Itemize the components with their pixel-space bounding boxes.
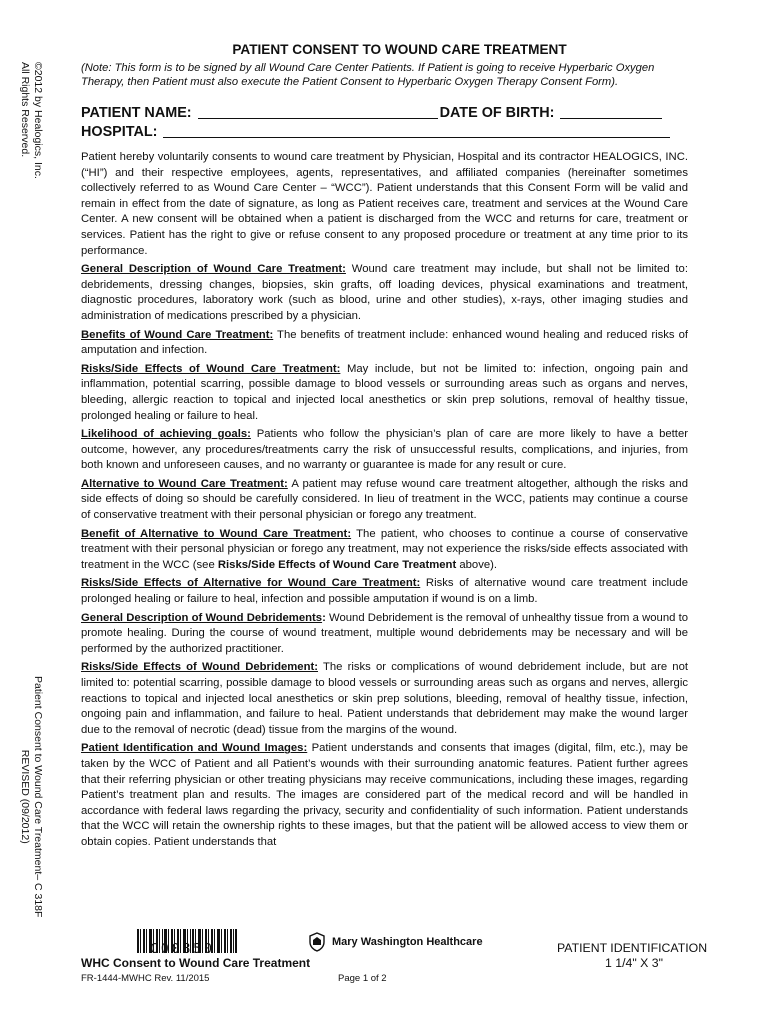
section-benefits <box>81 328 688 359</box>
section-text-end: above). <box>456 558 498 571</box>
intro-paragraph: Patient hereby voluntarily consents to wound care treatment by Physician, Hospital and its contractor HEALOGICS, INC. (“HI”) and their respective employees, agents, representatives, and affiliated companies (hereinafter sometimes collectively referred to as Wound Care Center – “WCC”). Patient understands that this Consent Form will be valid and remain in effect from the date of signature, as long as Patient receives care, treatment and services at the Wound Care Center. A new consent will be obtained when a patient is discharged from the WCC and returns for care, treatment or services. Patient has the right to give or refuse consent to any proposed procedure or treatment at any time prior to its performance. <box>81 151 688 257</box>
section-alternative <box>81 477 688 524</box>
dob-label: DATE OF BIRTH: <box>439 105 555 121</box>
document-body <box>81 42 688 851</box>
section-heading: Likelihood of achieving goals: <box>81 428 251 441</box>
form-title: WHC Consent to Wound Care Treatment <box>81 956 311 970</box>
section-text: Patients who follow the physician’s plan of care are more likely to have a better outcome, however, any procedures/treatments carry the risk of unsuccessful results, complications, and injuries, from both known and unforeseen causes, and no warranty or guarantee is made for any result or cure. <box>81 428 688 472</box>
section-heading: Benefits of Wound Care Treatment: <box>81 328 274 341</box>
section-general <box>81 262 688 324</box>
section-text: Wound care treatment may include, but shall not be limited to: debridements, dressing changes, biopsies, skin grafts, off loading devices, physical examinations and treatment, diagnostic procedures, laboratory work (such as blood, urine and other studies), x-rays, other imaging studies and administration of medications prescribed by a physician. <box>81 263 688 322</box>
section-text: Risks of alternative wound care treatment include prolonged healing or failure to heal, infection and possible amputation if wound is on a limb. <box>81 577 688 606</box>
patient-name-label: PATIENT NAME: <box>81 105 192 121</box>
hospital-row <box>81 124 688 140</box>
section-bold-reference: Risks/Side Effects of Wound Care Treatment <box>217 558 457 571</box>
dob-field[interactable] <box>560 105 662 119</box>
section-text: Wound Debridement is the removal of unhealthy tissue from a wound to promote healing. During the course of wound treatment, multiple wound debridements may be necessary and will be performed by the authorized practitioner. <box>81 611 689 655</box>
patient-name-row <box>81 105 688 121</box>
section-heading: Benefit of Alternative to Wound Care Treatment: <box>81 527 352 540</box>
patient-identification-label: PATIENT IDENTIFICATION <box>557 941 708 955</box>
form-id-notice <box>18 676 44 917</box>
section-heading: Risks/Side Effects of Alternative for Wound Care Treatment: <box>81 577 421 590</box>
hospital-field[interactable] <box>163 124 670 138</box>
section-debridements <box>81 611 688 658</box>
section-heading: Alternative to Wound Care Treatment: <box>81 477 288 490</box>
page-number: Page 1 of 2 <box>338 973 387 984</box>
form-note: (Note: This form is to be signed by all Wound Care Center Patients. If Patient is going to receive Hyperbaric Oxygen Therapy, then Patient must also execute the Patient Consent to Hyperbaric Oxygen Therapy Consent Form). <box>81 62 655 88</box>
section-heading: Risks/Side Effects of Wound Debridement: <box>81 661 319 674</box>
form-id-line: Patient Consent to Wound Care Treatment– C 318F <box>32 676 44 918</box>
section-risks-alternative <box>81 576 688 607</box>
section-text: The patient, who chooses to continue a course of conservative treatment with their personal physician or forego any treatment, may not experience the risks/side effects associated with treatment in the WCC (see <box>81 527 688 571</box>
section-heading: General Description of Wound Care Treatment: <box>81 263 346 276</box>
section-text: The risks or complications of wound debridement include, but are not limited to: potential scarring, possible damage to blood vessels or surrounding areas such as organs and nerves, allergic reactions to topical and injected local anesthetics or skin prep solutions, bleeding, removal of healthy tissue, infection, ongoing pain and inflammation, and failure to heal. Patient understands that debridement may make the wound larger due to the removal of necrotic (dead) tissue from the margins of the wound. <box>81 661 688 736</box>
patient-name-field[interactable] <box>198 105 438 119</box>
copyright-notice <box>18 62 44 179</box>
barcode-number: C00850 <box>150 942 215 957</box>
section-benefit-alternative <box>81 527 688 574</box>
section-heading: Risks/Side Effects of Wound Care Treatment: <box>81 362 341 375</box>
section-text: Patient understands and consents that images (digital, film, etc.), may be taken by the WCC of Patient and all Patient’s wounds with their surrounding anatomic features. Patient further agrees that their referring physician or other treating physicians may receive communications, including these images, regarding Patient’s treatment plan and results. The images are considered part of the medical record and will be handled in accordance with federal laws regarding the privacy, security and confidentiality of such information. Patient understands that the WCC will retain the ownership rights to these images, but that the patient will be allowed access to view them or obtain copies. Patient understands that <box>81 742 688 848</box>
rights-line: All Rights Reserved. <box>19 62 31 158</box>
section-images <box>81 741 688 850</box>
copyright-line: ©2012 by Healogics, Inc. <box>32 62 44 179</box>
section-risks <box>81 362 688 424</box>
logo-text: Mary Washington Healthcare <box>332 936 483 948</box>
section-heading-colon: : <box>322 611 326 624</box>
section-debridement-risks <box>81 660 688 738</box>
patient-identification-size: 1 1/4" X 3" <box>605 956 663 970</box>
section-heading: General Description of Wound Debridements <box>81 611 323 624</box>
page-title: PATIENT CONSENT TO WOUND CARE TREATMENT <box>232 42 567 57</box>
form-revised-line: REVISED (09/2012) <box>19 749 31 844</box>
form-revision: FR-1444-MWHC Rev. 11/2015 <box>81 973 210 984</box>
hospital-logo <box>308 932 483 952</box>
section-text: May include, but not be limited to: infection, ongoing pain and inflammation, potential scarring, possible damage to blood vessels or surrounding areas such as organs and nerves, bleeding, allergic reaction to topical and injected local anesthetics or skin prep solutions, removal of healthy tissue, prolonged healing or failure to heal. <box>81 362 688 422</box>
section-text: A patient may refuse wound care treatment altogether, although the risks and side effects of doing so should be carefully considered. In lieu of treatment in the WCC, patients may continue a course of conservative treatment with their personal physician or forego any treatment. <box>81 477 688 522</box>
section-heading: Patient Identification and Wound Images: <box>81 742 308 755</box>
logo-emblem-icon <box>308 932 326 952</box>
hospital-label: HOSPITAL: <box>81 124 158 140</box>
section-text: The benefits of treatment include: enhanced wound healing and reduced risks of amputation and infection. <box>81 328 688 357</box>
section-likelihood <box>81 427 688 474</box>
